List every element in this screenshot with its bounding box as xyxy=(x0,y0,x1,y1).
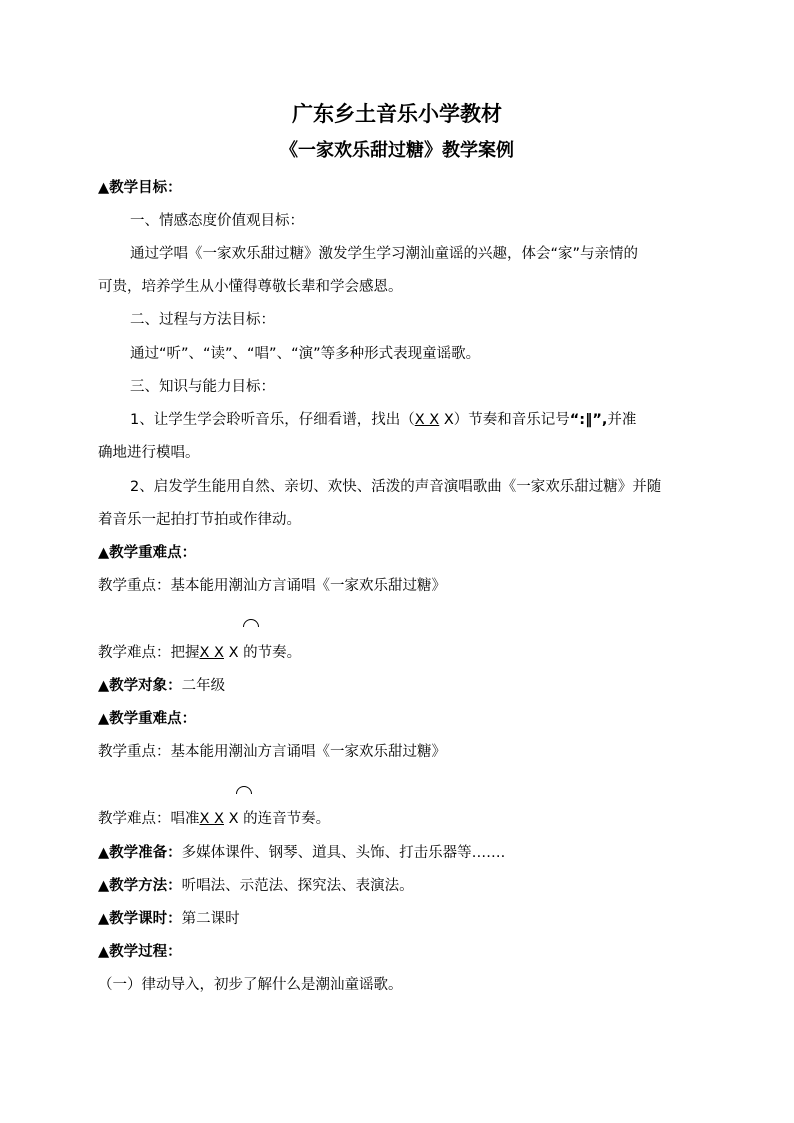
skill-goal-2-line-2: 着音乐一起拍打节拍或作律动。 xyxy=(98,512,301,528)
preparation-label: ▲教学准备： xyxy=(98,845,182,861)
period-line xyxy=(98,909,240,929)
document-title: 广东乡土音乐小学教材 xyxy=(292,101,502,126)
target-value: 二年级 xyxy=(181,678,226,694)
rhythm-xx: X X xyxy=(414,412,440,428)
process-goal-heading: 二、过程与方法目标： xyxy=(130,312,275,328)
emotion-goal-heading: 一、情感态度价值观目标： xyxy=(130,213,304,229)
difficulty-1-tail: X 的节奏。 xyxy=(223,645,302,661)
skill-goal-1-tail: 并准 xyxy=(607,412,637,428)
rhythm-xx: X X xyxy=(199,645,224,661)
skill-goal-1-line-1 xyxy=(130,410,636,430)
goals-heading: ▲教学目标： xyxy=(98,180,182,196)
emotion-goal-line-1: 通过学唱《一家欢乐甜过糖》激发学生学习潮汕童谣的兴趣，体会“家”与亲情的 xyxy=(130,246,639,262)
emotion-goal-line-2: 可贵，培养学生从小懂得尊敬长辈和学会感恩。 xyxy=(98,279,403,295)
repeat-sign: “:‖”, xyxy=(569,412,608,428)
tie-arc-1 xyxy=(243,619,259,627)
preparation-line xyxy=(98,843,505,863)
process-heading: ▲教学过程： xyxy=(98,944,182,960)
difficulty-2-tail: X 的连音节奏。 xyxy=(223,811,331,827)
key-point-1: 教学重点：基本能用潮汕方言诵唱《一家欢乐甜过糖》 xyxy=(98,578,446,594)
difficulty-2-text: 教学难点：唱准 xyxy=(98,811,200,827)
skill-goal-1-text: 1、让学生学会聆听音乐，仔细看谱，找出（ xyxy=(130,412,415,428)
tie-arc-2 xyxy=(236,786,252,794)
preparation-value: 多媒体课件、钢琴、道具、头饰、打击乐器等……. xyxy=(181,845,506,861)
rhythm-xx: X X xyxy=(199,811,224,827)
period-label: ▲教学课时： xyxy=(98,911,182,927)
target-line xyxy=(98,676,225,696)
difficulty-1 xyxy=(98,643,301,663)
key-point-2: 教学重点：基本能用潮汕方言诵唱《一家欢乐甜过糖》 xyxy=(98,744,446,760)
period-value: 第二课时 xyxy=(181,911,240,927)
methods-line xyxy=(98,876,414,896)
methods-label: ▲教学方法： xyxy=(98,878,182,894)
skill-goal-1-line-2: 确地进行模唱。 xyxy=(98,445,200,461)
difficulty-2 xyxy=(98,809,330,829)
key-difficulty-heading-2: ▲教学重难点： xyxy=(98,711,197,727)
difficulty-1-text: 教学难点：把握 xyxy=(98,645,200,661)
skill-goal-2-line-1: 2、启发学生能用自然、亲切、欢快、活泼的声音演唱歌曲《一家欢乐甜过糖》并随 xyxy=(130,479,662,495)
key-difficulty-heading-1: ▲教学重难点： xyxy=(98,545,197,561)
skill-goal-heading: 三、知识与能力目标： xyxy=(130,379,275,395)
target-label: ▲教学对象： xyxy=(98,678,182,694)
process-step-1: （一）律动导入，初步了解什么是潮汕童谣歌。 xyxy=(98,977,403,993)
document-subtitle: 《一家欢乐甜过糖》教学案例 xyxy=(280,140,514,161)
process-goal-line: 通过“听”、“读”、“唱”、“演”等多种形式表现童谣歌。 xyxy=(130,346,481,362)
rhythm-x: X）节奏和音乐记号 xyxy=(439,412,570,428)
methods-value: 听唱法、示范法、探究法、表演法。 xyxy=(181,878,414,894)
